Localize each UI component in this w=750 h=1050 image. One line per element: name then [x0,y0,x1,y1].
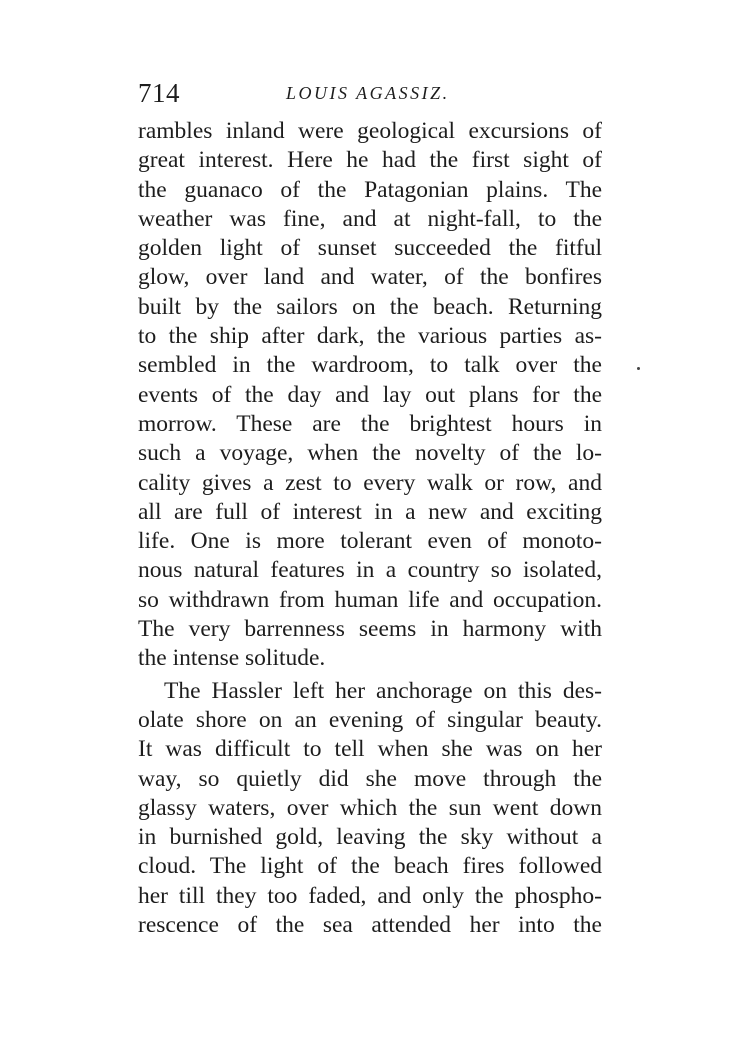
text-line: way, so quietly did she move through the [138,765,602,792]
text-line: life. One is more tolerant even of monoto- [138,528,602,555]
text-line: in burnished gold, leaving the sky without a [138,824,602,851]
text-line: It was difficult to tell when she was on her [138,736,602,763]
paragraph-2 [138,677,602,941]
text-line: to the ship after dark, the various parties as- [138,323,602,350]
page-header [138,78,602,110]
text-line: great interest. Here he had the first sight of [138,147,602,174]
text-line: built by the sailors on the beach. Returning [138,293,602,320]
text-line: all are full of interest in a new and exciting [138,498,602,525]
text-line: cloud. The light of the beach fires followed [138,853,602,880]
ink-speck [637,367,640,370]
text-line: cality gives a zest to every walk or row, and [138,469,602,496]
text-line: sembled in the wardroom, to talk over the [138,352,602,379]
text-line: golden light of sunset succeeded the fitful [138,235,602,262]
running-head: LOUIS AGASSIZ. [286,83,450,103]
text-line: such a voyage, when the novelty of the lo- [138,440,602,467]
paragraph-1 [138,117,602,674]
text-line: the guanaco of the Patagonian plains. The [138,176,602,203]
text-line: The Hassler left her anchorage on this des- [164,677,602,704]
text-line: so withdrawn from human life and occupation. [138,586,602,613]
text-line: nous natural features in a country so isolated, [138,557,602,584]
text-line: glassy waters, over which the sun went down [138,794,602,821]
text-line: rambles inland were geological excursions of [138,118,602,144]
text-line: weather was fine, and at night-fall, to the [138,205,602,232]
text-line: her till they too faded, and only the phospho- [138,882,602,909]
text-line: events of the day and lay out plans for the [138,381,602,408]
text-line: glow, over land and water, of the bonfires [138,264,602,291]
text-line: the intense solitude. [138,645,326,672]
text-line: morrow. These are the brightest hours in [138,410,602,437]
text-line: rescence of the sea attended her into the [138,912,602,939]
body-text [138,117,602,940]
text-line: olate shore on an evening of singular beauty. [138,706,602,733]
page-number: 714 [138,78,180,108]
text-line: The very barrenness seems in harmony with [138,616,602,643]
